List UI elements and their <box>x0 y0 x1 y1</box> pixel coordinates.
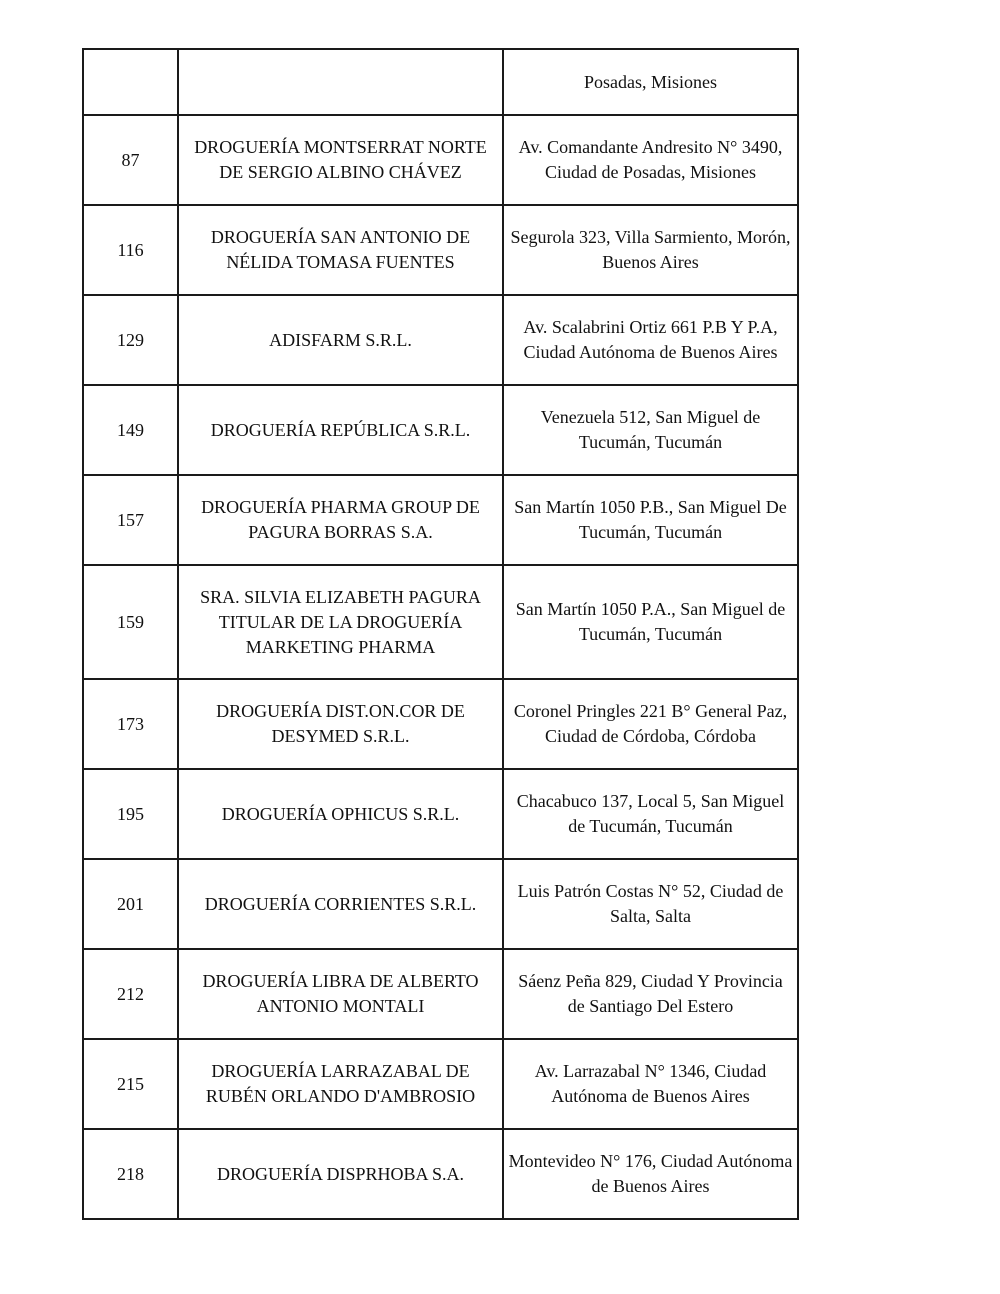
company-name: DROGUERÍA OPHICUS S.R.L. <box>178 769 503 859</box>
company-name: DROGUERÍA DISPRHOBA S.A. <box>178 1129 503 1219</box>
table-row <box>83 295 798 385</box>
company-name: SRA. SILVIA ELIZABETH PAGURA TITULAR DE LA DROGUERÍA MARKETING PHARMA <box>178 565 503 679</box>
row-number: 159 <box>83 565 178 679</box>
table-row <box>83 475 798 565</box>
row-number: 149 <box>83 385 178 475</box>
row-number: 157 <box>83 475 178 565</box>
table-row <box>83 565 798 679</box>
company-name: DROGUERÍA CORRIENTES S.R.L. <box>178 859 503 949</box>
company-address: Luis Patrón Costas N° 52, Ciudad de Salta, Salta <box>503 859 798 949</box>
row-number: 129 <box>83 295 178 385</box>
table-row <box>83 385 798 475</box>
company-address: Chacabuco 137, Local 5, San Miguel de Tucumán, Tucumán <box>503 769 798 859</box>
company-name: DROGUERÍA SAN ANTONIO DE NÉLIDA TOMASA FUENTES <box>178 205 503 295</box>
company-name: ADISFARM S.R.L. <box>178 295 503 385</box>
company-address: Av. Comandante Andresito N° 3490, Ciudad de Posadas, Misiones <box>503 115 798 205</box>
row-number: 195 <box>83 769 178 859</box>
company-name: DROGUERÍA DIST.ON.COR DE DESYMED S.R.L. <box>178 679 503 769</box>
company-address: Sáenz Peña 829, Ciudad Y Provincia de Santiago Del Estero <box>503 949 798 1039</box>
drugstore-registry-table <box>82 48 799 1220</box>
company-address: Av. Scalabrini Ortiz 661 P.B Y P.A, Ciudad Autónoma de Buenos Aires <box>503 295 798 385</box>
company-name <box>178 49 503 115</box>
table-row <box>83 859 798 949</box>
company-address: San Martín 1050 P.A., San Miguel de Tucumán, Tucumán <box>503 565 798 679</box>
row-number: 212 <box>83 949 178 1039</box>
company-address: Posadas, Misiones <box>503 49 798 115</box>
table-row <box>83 679 798 769</box>
company-address: Av. Larrazabal N° 1346, Ciudad Autónoma de Buenos Aires <box>503 1039 798 1129</box>
company-name: DROGUERÍA REPÚBLICA S.R.L. <box>178 385 503 475</box>
company-address: Segurola 323, Villa Sarmiento, Morón, Buenos Aires <box>503 205 798 295</box>
row-number: 116 <box>83 205 178 295</box>
row-number: 173 <box>83 679 178 769</box>
table-row <box>83 949 798 1039</box>
table-row <box>83 769 798 859</box>
company-address: San Martín 1050 P.B., San Miguel De Tucumán, Tucumán <box>503 475 798 565</box>
company-address: Coronel Pringles 221 B° General Paz, Ciudad de Córdoba, Córdoba <box>503 679 798 769</box>
table-row <box>83 1039 798 1129</box>
table-row <box>83 49 798 115</box>
row-number: 201 <box>83 859 178 949</box>
table-row <box>83 205 798 295</box>
table-row <box>83 115 798 205</box>
row-number: 215 <box>83 1039 178 1129</box>
company-address: Montevideo N° 176, Ciudad Autónoma de Buenos Aires <box>503 1129 798 1219</box>
company-name: DROGUERÍA LARRAZABAL DE RUBÉN ORLANDO D'AMBROSIO <box>178 1039 503 1129</box>
company-name: DROGUERÍA MONTSERRAT NORTE DE SERGIO ALBINO CHÁVEZ <box>178 115 503 205</box>
row-number: 87 <box>83 115 178 205</box>
row-number <box>83 49 178 115</box>
row-number: 218 <box>83 1129 178 1219</box>
company-name: DROGUERÍA LIBRA DE ALBERTO ANTONIO MONTALI <box>178 949 503 1039</box>
company-name: DROGUERÍA PHARMA GROUP DE PAGURA BORRAS S.A. <box>178 475 503 565</box>
company-address: Venezuela 512, San Miguel de Tucumán, Tucumán <box>503 385 798 475</box>
table-row <box>83 1129 798 1219</box>
